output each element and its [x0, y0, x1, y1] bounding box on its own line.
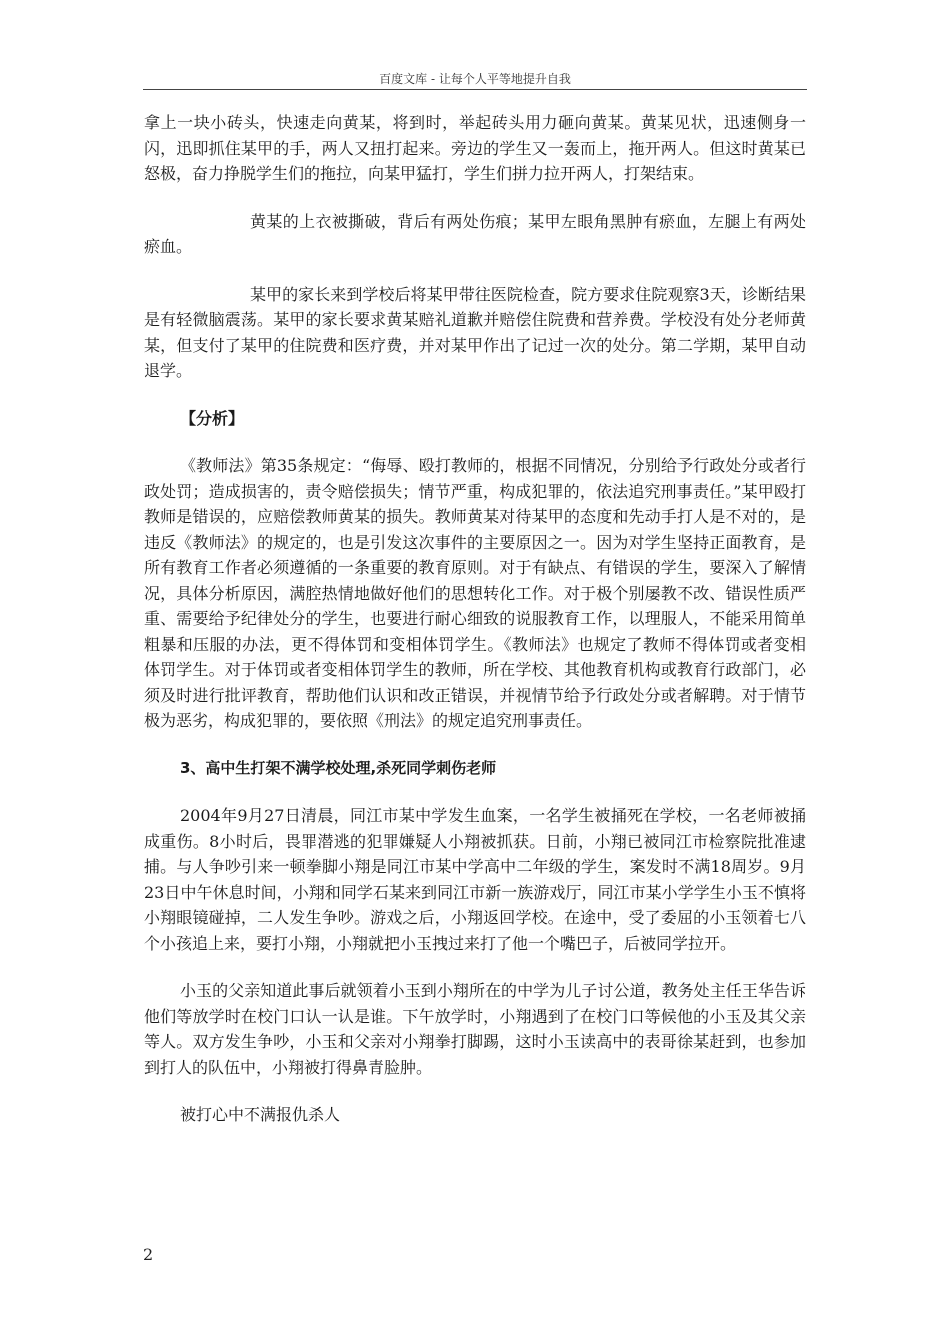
page-number: 2	[143, 1245, 154, 1264]
page-header: 百度文库 - 让每个人平等地提升自我	[379, 72, 571, 86]
header-divider	[143, 89, 807, 90]
paragraph-fight-continues: 拿上一块小砖头，快速走向黄某，将到时，举起砖头用力砸向黄某。黄某见状，迅速侧身一闪，迅即抓住某甲的手，两人又扭打起来。旁边的学生又一轰而上，拖开两人。但这时黄某已怒极，奋力挣脱学生们的拖拉，向某甲猛打，学生们拼力拉开两人，打架结束。	[144, 113, 806, 183]
document-body	[144, 110, 806, 1150]
paragraph-case-3-intro: 2004年9月27日清晨，同江市某中学发生血案，一名学生被捅死在学校，一名老师被捅成重伤。8小时后，畏罪潜逃的犯罪嫌疑人小翔被抓获。日前，小翔已被同江市检察院批准逮捕。与人争吵引来一顿拳脚小翔是同江市某中学高中二年级的学生，案发时不满18周岁。9月23日中午休息时间，小翔和同学石某来到同江市新一族游戏厅，同江市某小学学生小玉不慎将小翔眼镜碰掉，二人发生争吵。游戏之后，小翔返回学校。在途中，受了委屈的小玉领着七八个小孩追上来，要打小翔，小翔就把小玉拽过来打了他一个嘴巴子，后被同学拉开。	[144, 806, 806, 953]
paragraph-case-3-conflict: 小玉的父亲知道此事后就领着小玉到小翔所在的中学为儿子讨公道，教务处主任王华告诉他们等放学时在校门口认一认是谁。下午放学时，小翔遇到了在校门口等候他的小玉及其父亲等人。双方发生争吵，小玉和父亲对小翔拳打脚踢，这时小玉读高中的表哥徐某赶到，也参加到打人的队伍中，小翔被打得鼻青脸肿。	[144, 981, 806, 1077]
paragraph-analysis: 《教师法》第35条规定：“侮辱、殴打教师的，根据不同情况，分别给予行政处分或者行政处罚；造成损害的，责令赔偿损失；情节严重，构成犯罪的，依法追究刑事责任。”某甲殴打教师是错误的，应赔偿教师黄某的损失。教师黄某对待某甲的态度和先动手打人是不对的，是违反《教师法》的规定的，也是引发这次事件的主要原因之一。因为对学生坚持正面教育，是所有教育工作者必须遵循的一条重要的教育原则。对于有缺点、有错误的学生，要深入了解情况，具体分析原因，满腔热情地做好他们的思想转化工作。对于极个别屡教不改、错误性质严重、需要给予纪律处分的学生，也要进行耐心细致的说服教育工作，以理服人，不能采用简单粗暴和压服的办法，更不得体罚和变相体罚学生。《教师法》也规定了教师不得体罚或者变相体罚学生。对于体罚或者变相体罚学生的教师，所在学校、其他教育机构或教育行政部门，必须及时进行批评教育，帮助他们认识和改正错误，并视情节给予行政处分或者解聘。对于情节极为恶劣，构成犯罪的，要依照《刑法》的规定追究刑事责任。	[144, 456, 806, 730]
case-3-heading: 3、高中生打架不满学校处理,杀死同学刺伤老师	[180, 758, 497, 777]
paragraph-injuries: 黄某的上衣被撕破，背后有两处伤痕；某甲左眼角黑肿有瘀血，左腿上有两处瘀血。	[144, 211, 806, 256]
paragraph-hospital: 某甲的家长来到学校后将某甲带往医院检查，院方要求住院观察3天，诊断结果是有轻微脑震荡。某甲的家长要求黄某赔礼道歉并赔偿住院费和营养费。学校没有处分老师黄某，但支付了某甲的住院费和医疗费，并对某甲作出了记过一次的处分。第二学期，某甲自动退学。	[144, 284, 806, 380]
paragraph-case-3-subtitle: 被打心中不满报仇杀人	[180, 1105, 341, 1124]
analysis-heading: 【分析】	[180, 408, 245, 428]
